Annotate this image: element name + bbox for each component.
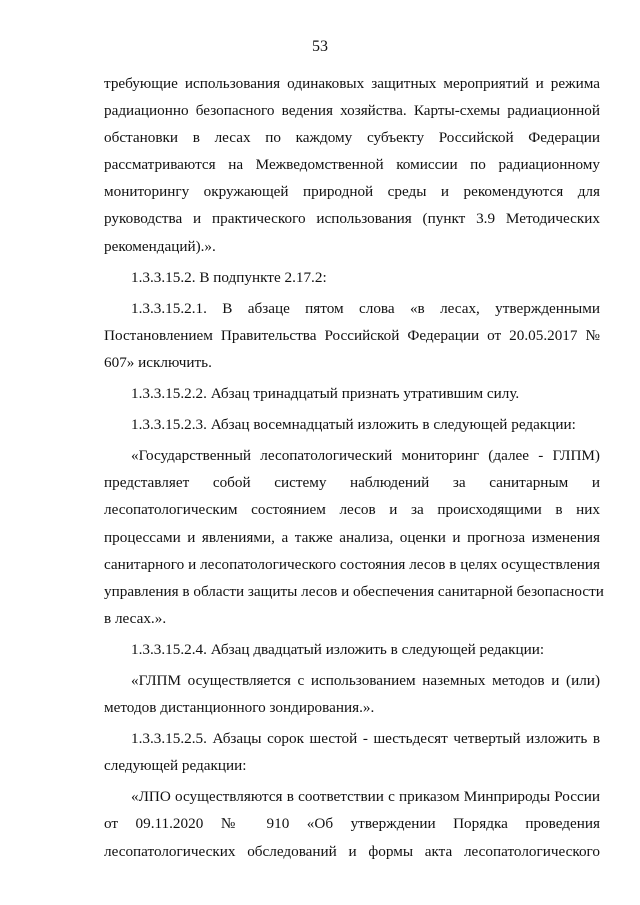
text-line: 1.3.3.15.2.2. Абзац тринадцатый признать утратившим силу.	[131, 385, 520, 403]
text-line: 1.3.3.15.2. В подпункте 2.17.2:	[131, 268, 327, 286]
text-line: требующие использования одинаковых защитных мероприятий и режима	[104, 75, 600, 92]
text-line: руководства и практического использования (пункт 3.9 Методических	[104, 210, 600, 228]
text-line: от 09.11.2020 № 910 «Об утверждении Порядка проведения	[104, 815, 600, 833]
text-line: процессами и явлениями, а также анализа, оценки и прогноза изменения	[104, 528, 600, 546]
paragraph	[104, 442, 604, 632]
page-number: 53	[312, 38, 328, 55]
text-line: радиационно безопасного ведения хозяйства. Карты-схемы радиационной	[104, 102, 600, 120]
text-line: 1.3.3.15.2.4. Абзац двадцатый изложить в следующей редакции:	[131, 640, 545, 658]
paragraph	[104, 380, 600, 407]
text-line: мониторингу окружающей природной среды и рекомендуются для	[104, 183, 600, 201]
text-line: «ГЛПМ осуществляется с использованием наземных методов и (или)	[131, 671, 600, 689]
paragraph	[104, 295, 600, 376]
paragraph	[104, 70, 600, 260]
text-line: лесопатологическим состоянием лесов и за происходящими в них	[104, 501, 600, 519]
text-line: 1.3.3.15.2.5. Абзацы сорок шестой - шестьдесят четвертый изложить в	[131, 730, 600, 748]
text-line: «ЛПО осуществляются в соответствии с приказом Минприроды России	[131, 788, 600, 806]
text-line: лесопатологических обследований и формы акта лесопатологического	[104, 842, 600, 860]
text-line: обстановки в лесах по каждому субъекту Российской Федерации	[104, 129, 600, 147]
document-body	[104, 70, 604, 865]
text-line: в лесах.».	[104, 609, 167, 627]
text-line: рассматриваются на Межведомственной комиссии по радиационному	[104, 156, 600, 174]
text-line: санитарного и лесопатологического состояния лесов в целях осуществления	[104, 555, 600, 573]
paragraph	[104, 264, 600, 291]
text-line: 607» исключить.	[104, 353, 212, 371]
text-line: Постановлением Правительства Российской Федерации от 20.05.2017 №	[104, 326, 600, 344]
text-line: 1.3.3.15.2.3. Абзац восемнадцатый изложить в следующей редакции:	[131, 416, 576, 434]
text-line: «Государственный лесопатологический мониторинг (далее - ГЛПМ)	[131, 447, 600, 465]
text-line: 1.3.3.15.2.1. В абзаце пятом слова «в лесах, утвержденными	[131, 299, 600, 317]
paragraph	[104, 783, 600, 864]
paragraph	[104, 725, 600, 779]
text-line: представляет собой систему наблюдений за санитарным и	[104, 474, 600, 492]
text-line: следующей редакции:	[104, 757, 247, 775]
paragraph	[104, 667, 600, 721]
paragraph	[104, 411, 600, 438]
paragraph	[104, 636, 600, 663]
text-line: управления в области защиты лесов и обеспечения санитарной безопасности	[104, 582, 604, 600]
text-line: методов дистанционного зондирования.».	[104, 699, 375, 717]
text-line: рекомендаций).».	[104, 237, 216, 255]
